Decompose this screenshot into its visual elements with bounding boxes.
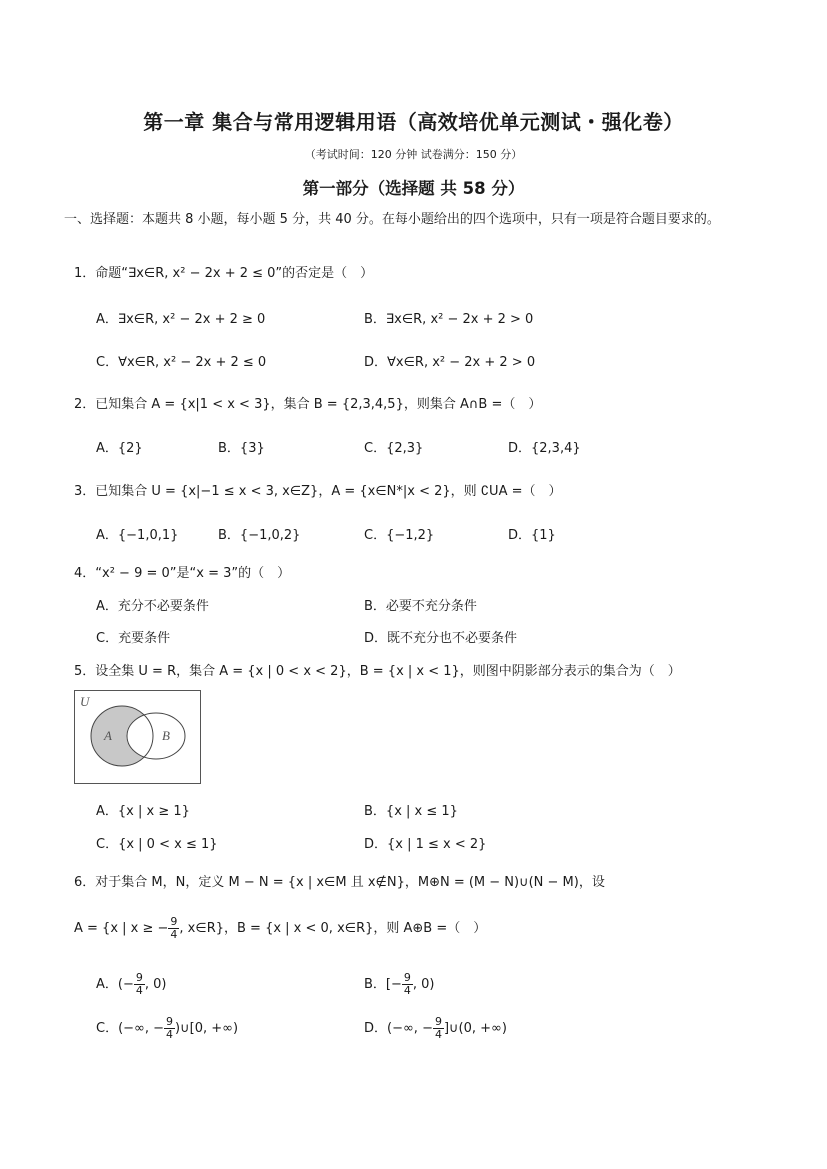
- frac-numerator: 9: [166, 1015, 174, 1028]
- q5-option-c[interactable]: C．{x | 0 < x ≤ 1}: [96, 837, 218, 852]
- venn-label-b: B: [162, 728, 170, 743]
- frac-denominator: 4: [166, 1028, 174, 1041]
- q6-b-suffix: , 0): [412, 977, 435, 992]
- question-6-stem-line2: [74, 916, 486, 941]
- q5-option-a[interactable]: A．{x | x ≥ 1}: [96, 804, 190, 819]
- frac-denominator: 4: [135, 984, 143, 997]
- q1-option-c[interactable]: C．∀x∈R, x² − 2x + 2 ≤ 0: [96, 355, 267, 370]
- venn-label-u: U: [80, 694, 90, 709]
- exam-info: （考试时间：120 分钟 试卷满分：150 分）: [304, 148, 523, 161]
- q2-option-c[interactable]: C．{2,3}: [364, 441, 424, 456]
- q4-option-a[interactable]: A．充分不必要条件: [96, 599, 209, 614]
- page-title: 第一章 集合与常用逻辑用语（高效培优单元测试・强化卷）: [143, 110, 684, 134]
- q5-option-b[interactable]: B．{x | x ≤ 1}: [364, 804, 458, 819]
- q6-a-suffix: , 0): [144, 977, 167, 992]
- q6-option-d[interactable]: [364, 1016, 507, 1041]
- q3-option-a[interactable]: A．{−1,0,1}: [96, 528, 179, 543]
- frac-denominator: 4: [403, 984, 411, 997]
- question-6-stem: 6．对于集合 M，N，定义 M − N = {x | x∈M 且 x∉N}，M⊕N = (M − N)∪(N − M)，设: [74, 875, 605, 890]
- q6-c-suffix: )∪[0, +∞): [175, 1021, 239, 1036]
- question-2-stem: 2．已知集合 A = {x|1 < x < 3}，集合 B = {2,3,4,5}，则集合 A∩B =（ ）: [74, 397, 542, 412]
- q6-set-a-suffix: , x∈R}，B = {x | x < 0, x∈R}，则 A⊕B =（ ）: [179, 921, 487, 936]
- q6-b-fraction: [402, 972, 413, 997]
- frac-numerator: 9: [434, 1015, 442, 1028]
- venn-circle-b: [127, 713, 185, 759]
- q6-c-fraction: [164, 1016, 175, 1041]
- q6-d-prefix: D．(−∞, −: [364, 1021, 433, 1036]
- q5-option-d[interactable]: D．{x | 1 ≤ x < 2}: [364, 837, 487, 852]
- question-4-stem: 4．“x² − 9 = 0”是“x = 3”的（ ）: [74, 566, 291, 581]
- question-1-stem: 1．命题“∃x∈R, x² − 2x + 2 ≤ 0”的否定是（ ）: [74, 266, 374, 281]
- q3-option-b[interactable]: B．{−1,0,2}: [218, 528, 301, 543]
- q6-set-a-prefix: A = {x | x ≥ −: [74, 921, 169, 936]
- section-instructions: 一、选择题：本题共 8 小题，每小题 5 分，共 40 分。在每小题给出的四个选项中，只有一项是符合题目要求的。: [64, 212, 720, 227]
- q3-option-c[interactable]: C．{−1,2}: [364, 528, 435, 543]
- venn-diagram: [74, 690, 201, 784]
- question-3-stem: 3．已知集合 U = {x|−1 ≤ x < 3, x∈Z}，A = {x∈N*|x < 2}，则 ∁UA =（ ）: [74, 484, 562, 499]
- frac-denominator: 4: [434, 1028, 442, 1041]
- q4-option-c[interactable]: C．充要条件: [96, 631, 171, 646]
- q1-option-d[interactable]: D．∀x∈R, x² − 2x + 2 > 0: [364, 355, 536, 370]
- frac-numerator: 9: [170, 915, 178, 928]
- q6-d-suffix: ]∪(0, +∞): [443, 1021, 507, 1036]
- question-5-stem: 5．设全集 U = R，集合 A = {x | 0 < x < 2}，B = {x | x < 1}，则图中阴影部分表示的集合为（ ）: [74, 664, 681, 679]
- q6-fraction: [168, 916, 179, 941]
- venn-label-a: A: [104, 728, 112, 743]
- q6-option-c[interactable]: [96, 1016, 238, 1041]
- q6-option-a[interactable]: [96, 972, 166, 997]
- q2-option-d[interactable]: D．{2,3,4}: [508, 441, 581, 456]
- q6-a-fraction: [134, 972, 145, 997]
- q4-option-b[interactable]: B．必要不充分条件: [364, 599, 477, 614]
- q1-option-a[interactable]: A．∃x∈R, x² − 2x + 2 ≥ 0: [96, 312, 266, 327]
- frac-numerator: 9: [403, 971, 411, 984]
- q6-d-fraction: [433, 1016, 444, 1041]
- frac-numerator: 9: [135, 971, 143, 984]
- q6-a-prefix: A．(−: [96, 977, 134, 992]
- q6-option-b[interactable]: [364, 972, 435, 997]
- q2-option-b[interactable]: B．{3}: [218, 441, 265, 456]
- q4-option-d[interactable]: D．既不充分也不必要条件: [364, 631, 518, 646]
- q6-c-prefix: C．(−∞, −: [96, 1021, 165, 1036]
- q1-option-b[interactable]: B．∃x∈R, x² − 2x + 2 > 0: [364, 312, 534, 327]
- q6-b-prefix: B．[−: [364, 977, 402, 992]
- q3-option-d[interactable]: D．{1}: [508, 528, 556, 543]
- part-title: 第一部分（选择题 共 58 分）: [302, 179, 525, 198]
- frac-denominator: 4: [170, 928, 178, 941]
- q2-option-a[interactable]: A．{2}: [96, 441, 143, 456]
